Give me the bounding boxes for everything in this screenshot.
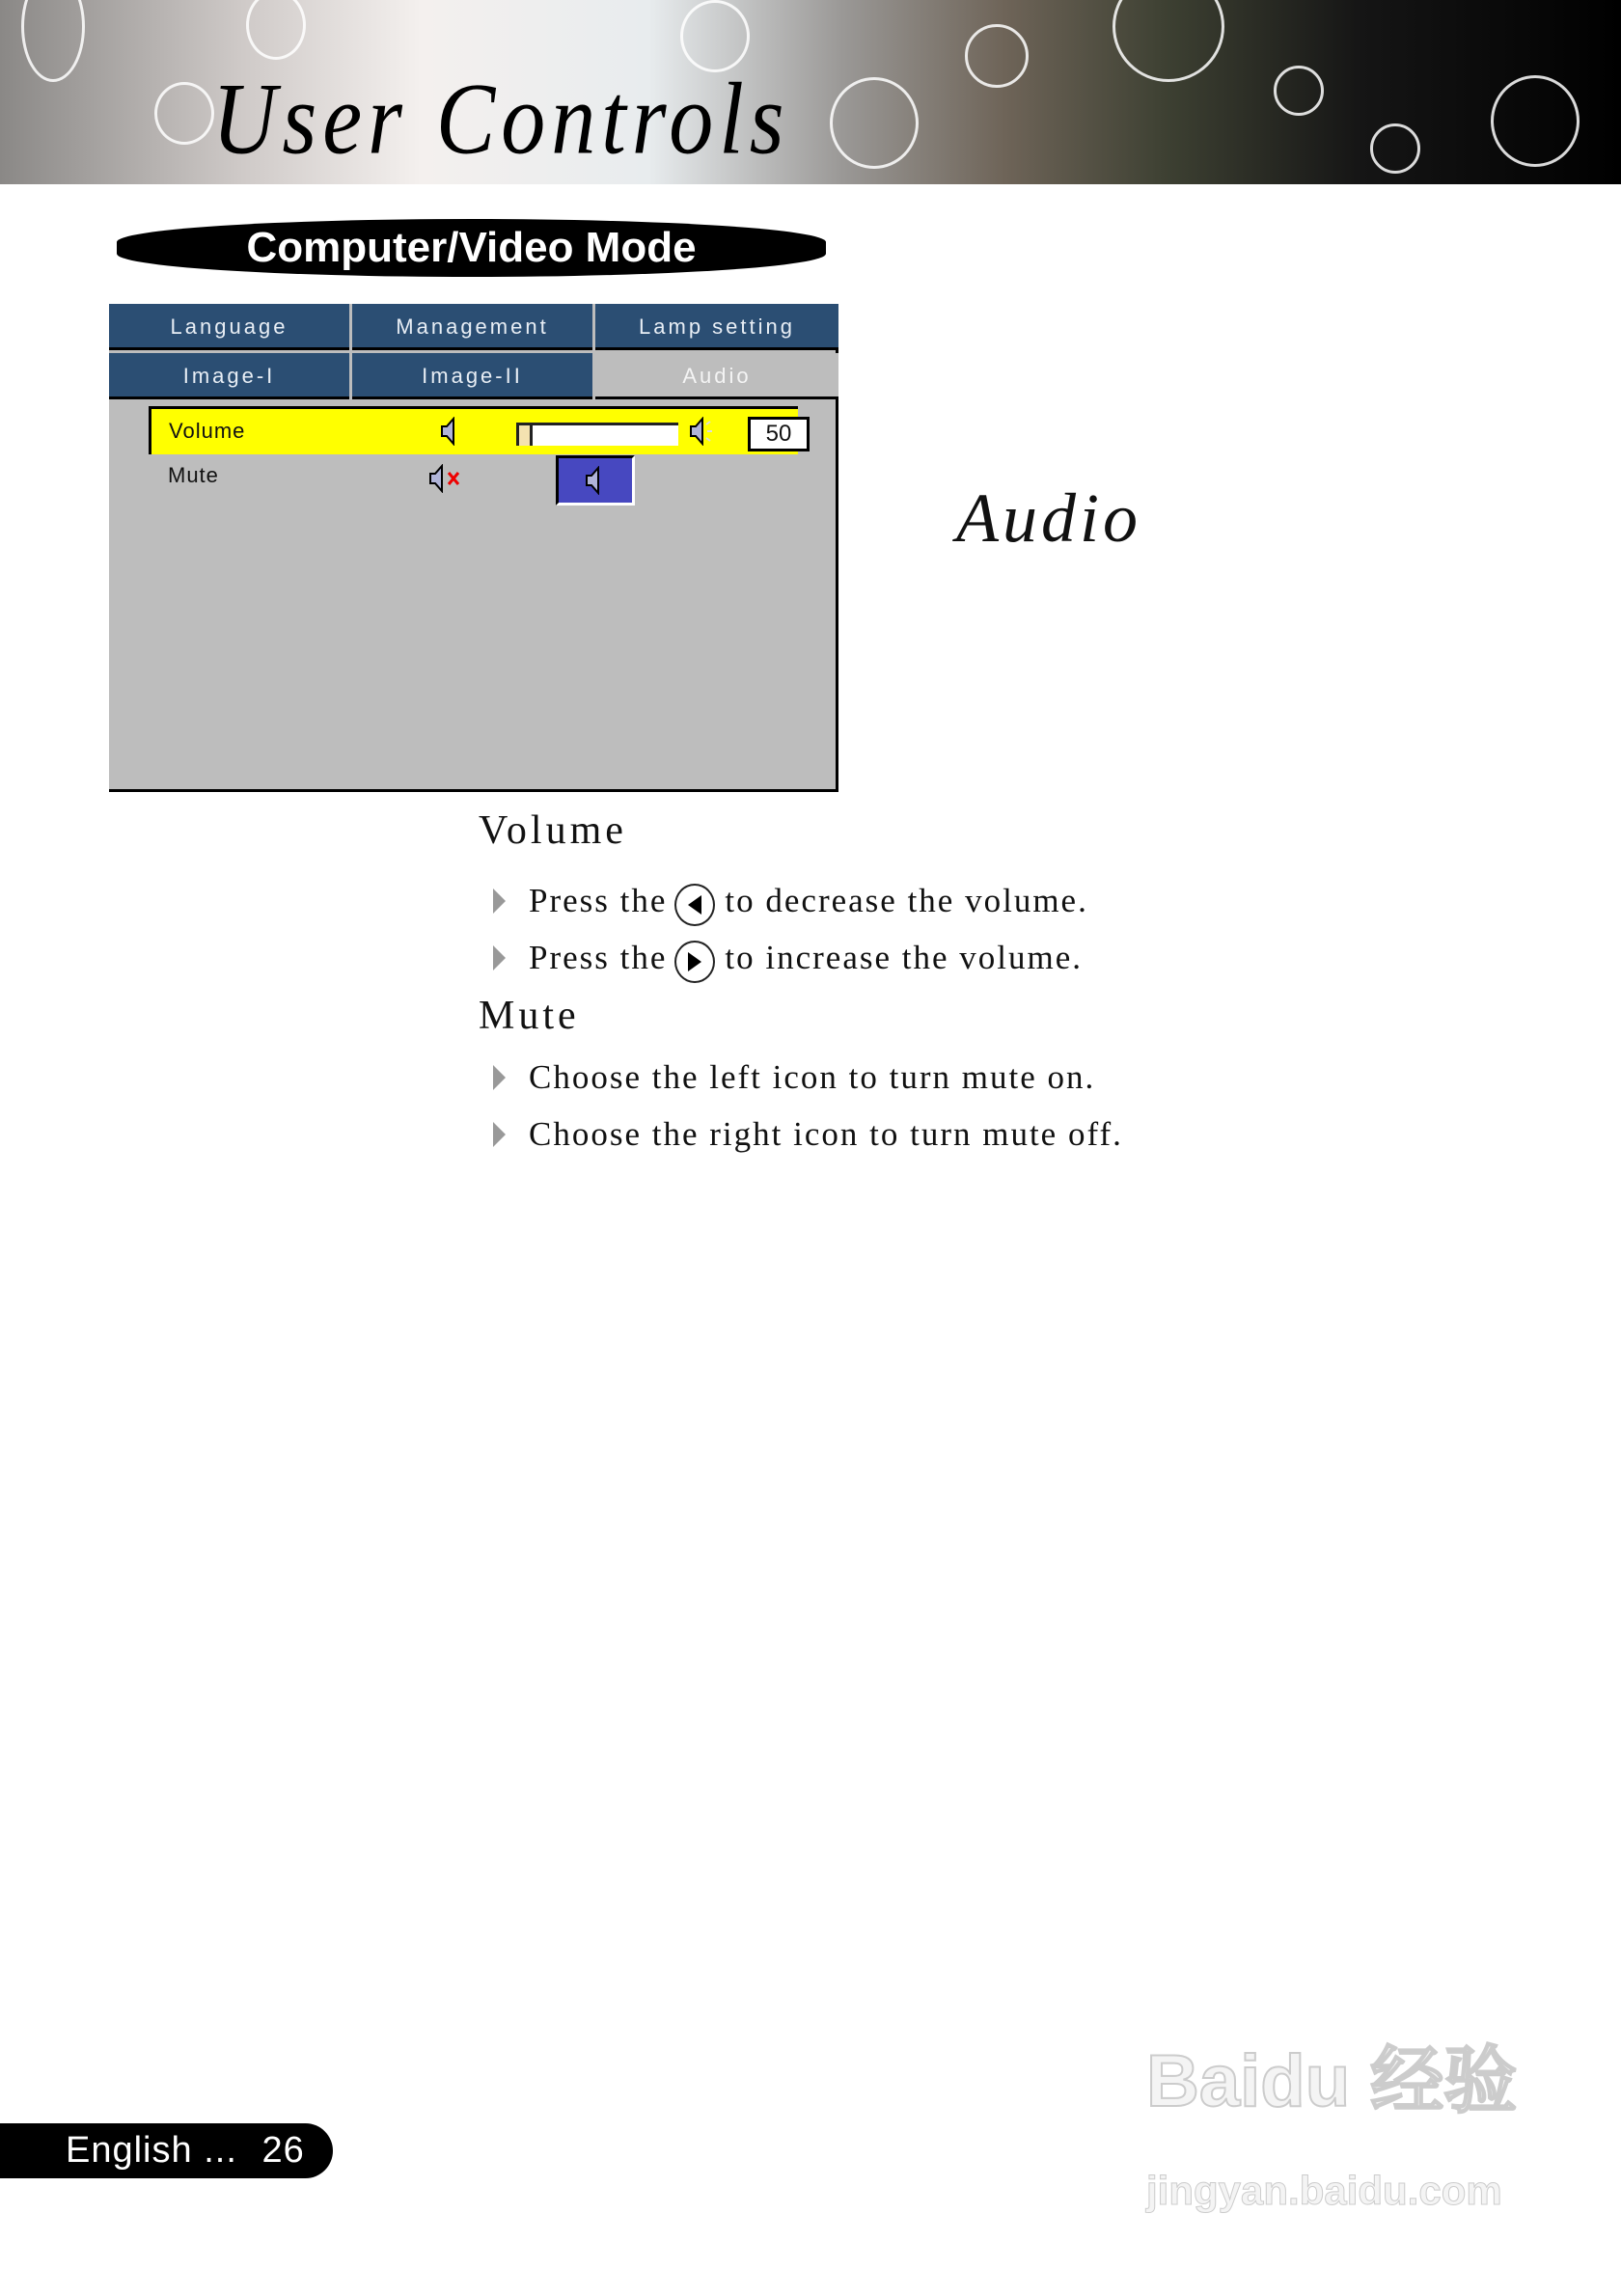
tab-image-i[interactable]: Image-I xyxy=(109,353,349,399)
volume-row[interactable] xyxy=(149,406,798,454)
bullet-text: Choose the left icon to turn mute on. xyxy=(529,1058,1096,1096)
watermark-url: jingyan.baidu.com xyxy=(1146,2168,1502,2213)
bullet-text: Press the xyxy=(529,882,668,919)
decor-ring xyxy=(965,24,1029,88)
decor-ring xyxy=(1113,0,1224,82)
bullet-icon xyxy=(493,1122,506,1147)
mode-label: Computer/Video Mode xyxy=(117,219,826,277)
decor-ring xyxy=(154,82,214,145)
mute-heading: Mute xyxy=(479,994,580,1038)
section-title: Audio xyxy=(956,479,1141,557)
bullet-text: to increase the volume. xyxy=(725,939,1084,976)
osd-menu xyxy=(109,304,838,792)
footer-separator: ... xyxy=(204,2130,237,2171)
decor-ring xyxy=(1274,66,1324,116)
mute-on-icon[interactable] xyxy=(427,464,466,493)
volume-heading: Volume xyxy=(479,808,627,853)
header-banner xyxy=(0,0,1621,184)
volume-value: 50 xyxy=(748,417,810,451)
list-item xyxy=(493,937,1083,979)
volume-slider-fill xyxy=(519,425,533,446)
list-item xyxy=(493,880,1088,922)
page-title: User Controls xyxy=(212,62,790,176)
volume-label: Volume xyxy=(169,419,246,443)
tab-audio[interactable]: Audio xyxy=(595,353,838,399)
bullet-icon xyxy=(493,888,506,914)
footer-language: English xyxy=(66,2130,193,2171)
mute-label: Mute xyxy=(168,463,219,487)
bullet-text: Choose the right icon to turn mute off. xyxy=(529,1115,1123,1153)
speaker-high-icon xyxy=(688,417,717,446)
decor-ring xyxy=(1370,123,1420,174)
mute-off-button[interactable] xyxy=(556,455,635,506)
page-number: 26 xyxy=(261,2130,305,2171)
watermark-brand: Baidu 经验 xyxy=(1146,2040,1518,2122)
list-item xyxy=(493,1057,1095,1098)
left-arrow-button-icon xyxy=(674,884,715,926)
tab-image-ii[interactable]: Image-II xyxy=(352,353,592,399)
decor-ring xyxy=(246,0,306,60)
bullet-icon xyxy=(493,945,506,970)
decor-ring xyxy=(830,77,919,169)
bullet-icon xyxy=(493,1065,506,1090)
speaker-low-icon xyxy=(439,417,458,446)
tab-lamp-setting[interactable]: Lamp setting xyxy=(595,304,838,350)
tab-language[interactable]: Language xyxy=(109,304,349,350)
right-arrow-button-icon xyxy=(674,941,715,983)
decor-ring xyxy=(21,0,85,82)
bullet-text: to decrease the volume. xyxy=(725,882,1088,919)
decor-ring xyxy=(1491,75,1580,167)
bullet-text: Press the xyxy=(529,939,668,976)
watermark-logo xyxy=(1146,2026,1552,2238)
page-footer xyxy=(0,2123,333,2178)
speaker-icon xyxy=(584,466,603,495)
tab-management[interactable]: Management xyxy=(352,304,592,350)
volume-slider[interactable] xyxy=(516,423,678,446)
list-item xyxy=(493,1114,1123,1155)
